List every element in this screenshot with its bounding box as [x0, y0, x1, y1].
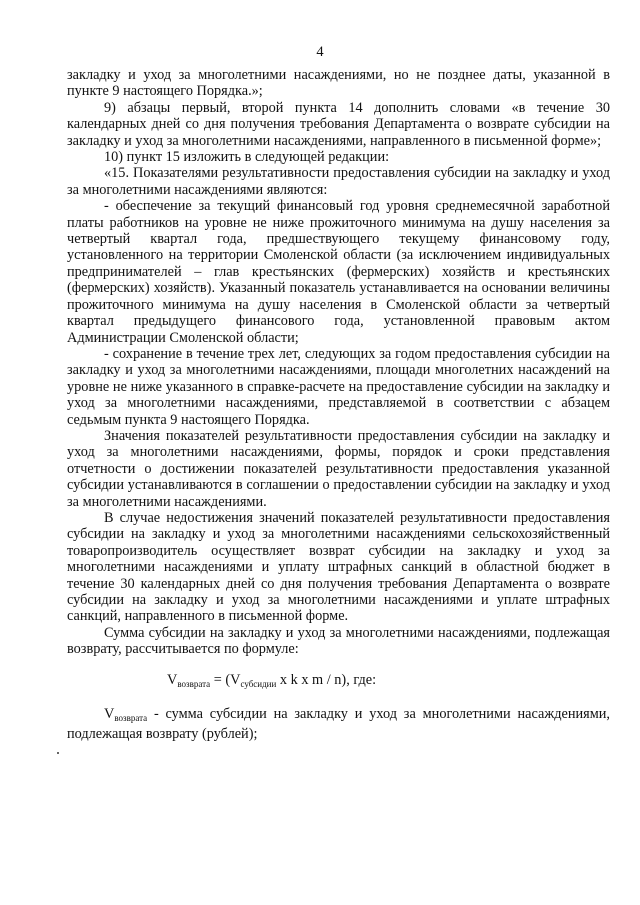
definition-text: - сумма субсидии на закладку и уход за многолетними насаждениями, подлежащая возврату (рублей);: [67, 706, 610, 743]
formula-text: x k x m / n), где:: [276, 671, 377, 688]
formula-subscript: возврата: [177, 678, 211, 689]
paragraph: 10) пункт 15 изложить в следующей редакции:: [104, 149, 390, 166]
paragraph: закладку и уход за многолетними насаждениями, но не позднее даты, указанной в пункте 9 настоящего Порядка.»;: [67, 67, 610, 100]
formula-text: = (V: [210, 671, 241, 688]
scan-speck: [57, 752, 59, 754]
definition-variable: V: [104, 706, 115, 723]
document-body: [67, 67, 610, 743]
page-number: 4: [316, 44, 324, 60]
paragraph: Сумма субсидии на закладку и уход за многолетними насаждениями, подлежащая возврату, рассчитывается по формуле:: [67, 624, 610, 658]
definition-subscript: возврата: [114, 713, 148, 724]
paragraph: - сохранение в течение трех лет, следующих за годом предоставления субсидии на закладку и уход за многолетними насаждениями, площади многолетних насаждений на уровне не ниже указанного в справке-расчете на предоставление субсидии на закладку и уход за многолетними насаждениями, представляемой в соответствии с абзацем седьмым пункта 9 настоящего Порядка.: [67, 345, 610, 428]
paragraph: 9) абзацы первый, второй пункта 14 дополнить словами «в течение 30 календарных дней со дня получения требования Департамента о возврате субсидии на закладку и уход за многолетними насаждениями, направленного в письменной форме»;: [67, 99, 610, 149]
paragraph: Значения показателей результативности предоставления субсидии на закладку и уход за многолетними насаждениями, формы, порядок и сроки представления отчетности о достижении показателей результативности предоставления указанной субсидии устанавливаются в соглашении о предоставлении субсидии на закладку и уход за многолетними насаждениями.: [67, 427, 610, 510]
paragraph: - обеспечение за текущий финансовый год уровня среднемесячной заработной платы работников на уровне не ниже прожиточного минимума на душу населения за четвертый квартал года, предшествующего текущему финансовому году, установленного на территории Смоленской области (за исключением индивидуальных предпринимателей – глав крестьянских (фермерских) хозяйств и крестьянских (фермерских) хозяйств). Указанный показатель устанавливается на основании величины прожиточного минимума на душу населения в Смоленской области за четвертый квартал предыдущего финансового года, установленной правовым актом Администрации Смоленской области;: [67, 198, 610, 346]
paragraph: «15. Показателями результативности предоставления субсидии на закладку и уход за многолетними насаждениями являются:: [67, 165, 610, 198]
formula-subscript: субсидии: [240, 678, 277, 689]
paragraph: В случае недостижения значений показателей результативности предоставления субсидии на закладку и уход за многолетними насаждениями сельскохозяйственный товаропроизводитель осуществляет возврат субсидии на закладку и уход за многолетними насаждениями и уплату штрафных санкций в областной бюджет в течение 30 календарных дней со дня получения требования Департамента о возврате субсидии на закладку и уход за многолетними насаждениями и уплате штрафных санкций, направленного в письменной форме.: [67, 509, 610, 625]
formula-variable: V: [167, 671, 178, 688]
refund-formula: [67, 672, 610, 692]
formula-definition: [67, 706, 610, 743]
